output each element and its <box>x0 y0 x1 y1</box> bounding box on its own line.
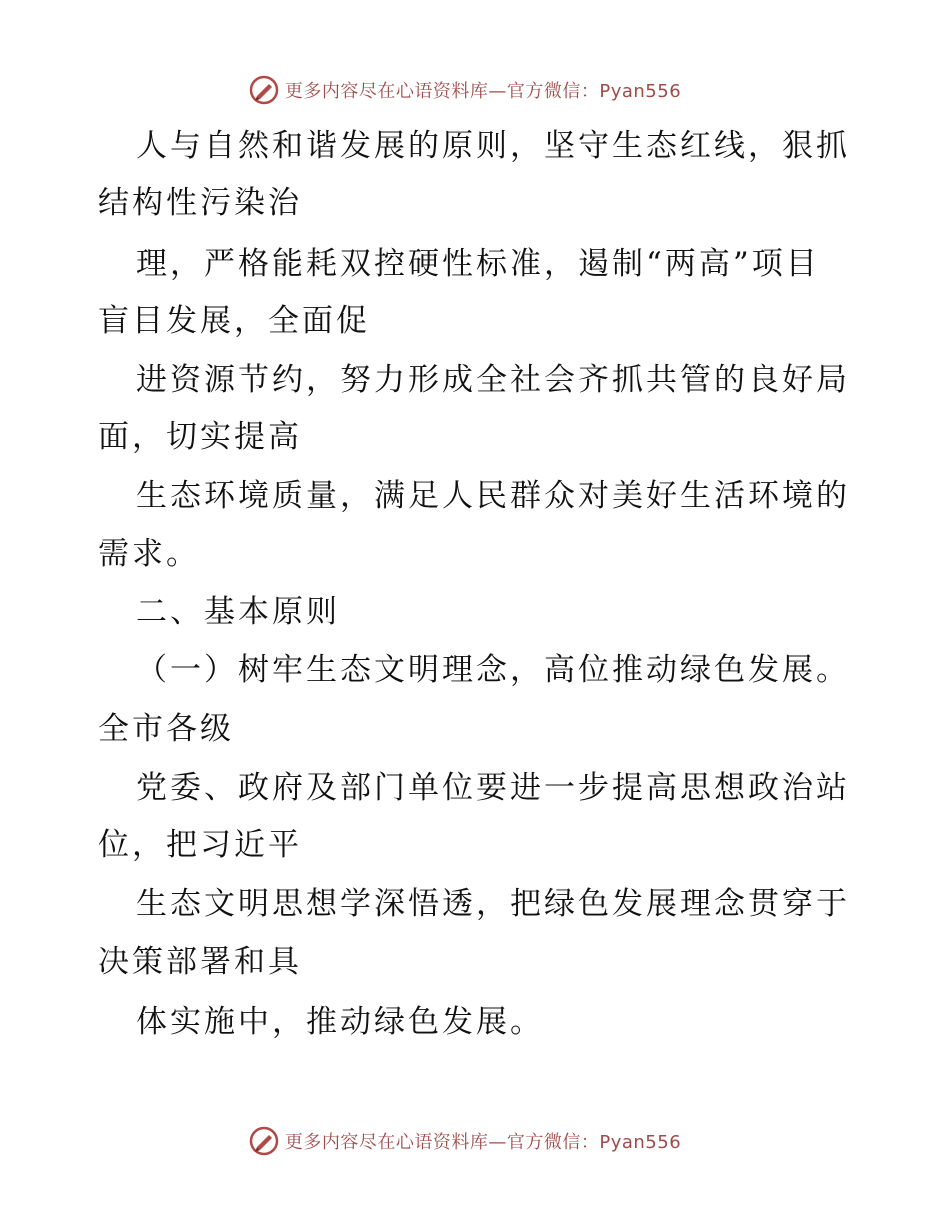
header-banner <box>0 70 950 110</box>
body-line: 生态文明思想学深悟透，把绿色发展理念贯穿于 <box>136 886 850 922</box>
header-banner-text: 更多内容尽在心语资料库—官方微信：Pyan556 <box>284 81 682 102</box>
body-line: 党委、政府及部门单位要进一步提高思想政治站 <box>136 770 850 806</box>
body-line: 理，严格能耗双控硬性标准，遏制“两高”项目 <box>136 246 820 282</box>
body-line: 需求。 <box>98 536 200 572</box>
footer-banner-text: 更多内容尽在心语资料库—官方微信：Pyan556 <box>284 1132 682 1153</box>
footer-banner <box>0 1121 950 1161</box>
body-line: 生态环境质量，满足人民群众对美好生活环境的 <box>136 478 850 514</box>
body-line: 决策部署和具 <box>98 944 302 980</box>
body-line: 结构性污染治 <box>98 185 302 221</box>
body-line: 进资源节约，努力形成全社会齐抓共管的良好局 <box>136 362 850 398</box>
body-line: 人与自然和谐发展的原则，坚守生态红线，狠抓 <box>136 128 850 164</box>
body-line: 体实施中，推动绿色发展。 <box>136 1004 544 1040</box>
body-line: 位，把习近平 <box>98 827 302 863</box>
body-line: 盲目发展，全面促 <box>98 303 370 339</box>
pen-seal-icon <box>249 75 279 105</box>
pen-seal-icon <box>249 1126 279 1156</box>
subsection-heading: （一）树牢生态文明理念，高位推动绿色发展。 <box>136 652 850 688</box>
section-heading: 二、基本原则 <box>136 594 340 630</box>
body-line: 全市各级 <box>98 711 234 747</box>
body-line: 面，切实提高 <box>98 419 302 455</box>
